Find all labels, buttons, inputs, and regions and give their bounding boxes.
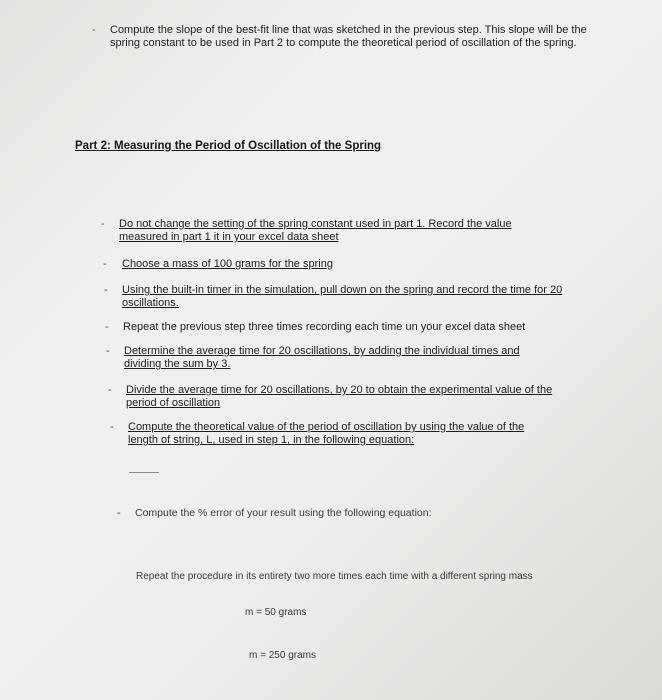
step-4: Repeat the previous step three times recording each time un your excel data sheet (123, 321, 526, 333)
step-1: Do not change the setting of the spring constant used in part 1. Record the value measured in part 1 it in your excel data sheet (119, 218, 512, 243)
bullet-marker: - (105, 321, 109, 333)
step-3: Using the built-in timer in the simulation, pull down on the spring and record the time for 20 oscillations. (122, 284, 563, 309)
bullet-marker: - (106, 345, 110, 357)
bullet-marker: - (103, 258, 107, 270)
step-7: Compute the theoretical value of the period of oscillation by using the value of the length of string, L, used in step 1, in the following equation: (128, 421, 525, 446)
bullet-marker: - (101, 218, 105, 230)
step-2: Choose a mass of 100 grams for the spring (122, 258, 333, 270)
equation-placeholder-line (129, 472, 159, 473)
bullet-marker: - (117, 507, 121, 519)
mass-value-1: m = 50 grams (245, 607, 307, 618)
intro-paragraph: Compute the slope of the best-fit line that was sketched in the previous step. This slope will be the spring constant to be used in Part 2 to compute the theoretical period of oscillation of the spring. (110, 24, 587, 49)
step-8: Compute the % error of your result using the following equation: (135, 507, 432, 519)
mass-value-2: m = 250 grams (249, 650, 316, 661)
step-5: Determine the average time for 20 oscillations, by adding the individual times and dividing the sum by 3. (124, 345, 520, 370)
repeat-paragraph: Repeat the procedure in its entirety two more times each time with a different spring mass (136, 571, 533, 582)
part2-heading: Part 2: Measuring the Period of Oscillation of the Spring (75, 140, 382, 152)
bullet-marker: - (110, 421, 114, 433)
bullet-marker: - (104, 284, 108, 296)
step-6: Divide the average time for 20 oscillations, by 20 to obtain the experimental value of the period of oscillation (126, 384, 553, 409)
bullet-marker: - (92, 24, 96, 36)
bullet-marker: - (108, 384, 112, 396)
